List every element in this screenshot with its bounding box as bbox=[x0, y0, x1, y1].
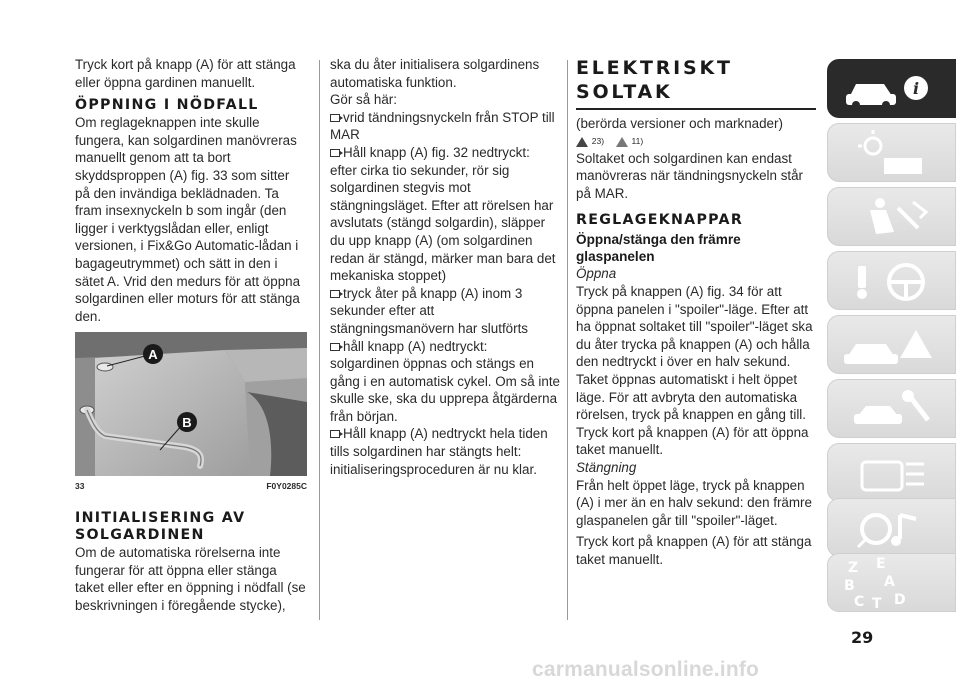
step-item: Håll knapp (A) nedtryckt hela tiden tills solgardinen har stängts helt: initialiseringsproceduren är nu klar. bbox=[330, 426, 548, 477]
section-title-line2: SOLTAK bbox=[576, 81, 673, 103]
emergency-body-text: Om reglageknappen inte skulle fungera, kan solgardinen manövreras manuellt genom att ta bort skyddsproppen (A) fig. 33 som sitter på den invändiga beklädnaden. Ta fram insexnyckeln b som ingår (den ligger i verktygslådan eller, enligt versionen, i Fix&Go Automatic-lådan i bagageutrymmet) och sätt in den i sätet A. Vrid den medurs för att öppna solgardinen eller moturs för att stänga den. bbox=[75, 115, 301, 324]
column-2 bbox=[330, 56, 560, 478]
col3-intro-text: Soltaket och solgardinen kan endast manövreras när tändningsnyckeln står på MAR. bbox=[576, 150, 804, 201]
tab-emergency[interactable] bbox=[827, 315, 956, 374]
heading-initialization: INITIALISERING AV SOLGARDINEN bbox=[75, 509, 246, 543]
wrench-car-icon bbox=[828, 380, 957, 439]
svg-text:D: D bbox=[894, 592, 906, 608]
bullet-arrow-icon bbox=[330, 430, 340, 438]
roof-panel-illustration bbox=[75, 332, 307, 476]
svg-text:C: C bbox=[854, 594, 865, 610]
figure-label-a: A bbox=[148, 347, 158, 363]
bullet-arrow-icon bbox=[330, 343, 340, 351]
tab-multimedia[interactable] bbox=[827, 498, 956, 557]
step-item: håll knapp (A) nedtryckt: solgardinen öppnas och stängs en gång i en automatisk cykel. Om så inte skulle ske, ska du upprepa åtgärderna från början. bbox=[330, 338, 560, 424]
section-title-line1: ELEKTRISKT bbox=[576, 57, 733, 79]
col1-intro-text: Tryck kort på knapp (A) för att stänga eller öppna gardinen manuellt. bbox=[75, 57, 296, 90]
tab-maintenance[interactable] bbox=[827, 379, 956, 438]
versions-note: (berörda versioner och marknader) bbox=[576, 116, 783, 131]
title-rule bbox=[576, 108, 816, 110]
key-steering-icon bbox=[828, 252, 957, 311]
car-info-icon bbox=[828, 60, 957, 119]
svg-text:E: E bbox=[876, 556, 886, 572]
bullet-arrow-icon bbox=[330, 114, 340, 122]
column-divider-right bbox=[567, 60, 568, 620]
close-body-text: Från helt öppet läge, tryck på knappen (A) i mer än en halv sekund: den främre glaspanelen går till "spoiler"-läget. bbox=[576, 477, 812, 528]
svg-text:Z: Z bbox=[848, 560, 859, 576]
figure-number: 33 bbox=[75, 481, 85, 492]
heading-emergency-opening: ÖPPNING I NÖDFALL bbox=[75, 97, 259, 114]
init-body-text: Om de automatiska rörelserna inte fungerar för att öppna eller stänga taket eller efter en öppning i nödfall (se beskrivningen i föregående stycke), bbox=[75, 544, 306, 613]
tab-driving[interactable] bbox=[827, 251, 956, 310]
tab-technical-data[interactable] bbox=[827, 443, 956, 502]
svg-text:A: A bbox=[884, 574, 895, 590]
warning-triangle-icon bbox=[576, 137, 588, 147]
close-body-text-2: Tryck kort på knappen (A) för att stänga taket manuellt. bbox=[576, 534, 812, 567]
figure-label-b: B bbox=[182, 415, 192, 431]
index-icon bbox=[828, 554, 957, 613]
bullet-arrow-icon bbox=[330, 149, 340, 157]
bullet-arrow-icon bbox=[330, 290, 340, 298]
tab-index[interactable] bbox=[827, 553, 956, 612]
reference-markers bbox=[576, 133, 816, 150]
media-icon bbox=[828, 499, 957, 558]
svg-text:B: B bbox=[844, 578, 855, 594]
tab-dashboard[interactable] bbox=[827, 123, 956, 182]
watermark: carmanualsonline.info bbox=[532, 658, 760, 681]
close-label: Stängning bbox=[576, 459, 637, 475]
dashboard-lights-icon bbox=[828, 124, 957, 183]
heading-controls: REGLAGEKNAPPAR bbox=[576, 212, 744, 229]
figure-caption bbox=[75, 478, 307, 496]
tab-car-info[interactable] bbox=[827, 59, 956, 118]
tab-safety[interactable] bbox=[827, 187, 956, 246]
figure-code: F0Y0285C bbox=[266, 481, 307, 492]
note-triangle-icon bbox=[616, 137, 628, 147]
technical-data-icon bbox=[828, 444, 957, 503]
car-warning-icon bbox=[828, 316, 957, 375]
airbag-seat-icon bbox=[828, 188, 957, 247]
col2-intro-text: ska du åter initialisera solgardinens automatiska funktion. bbox=[330, 57, 540, 90]
page-number: 29 bbox=[851, 628, 874, 647]
do-as-follows-text: Gör så här: bbox=[330, 92, 397, 108]
step-item: Håll knapp (A) fig. 32 nedtryckt: efter cirka tio sekunder, rör sig solgardinen stegvis mot stängningsläget. Efter att rörelsen har avslutats (stängd solgardin), släpper du upp knapp (A) (om solgardinen redan är stängd, märker man bara det mekaniska stoppet) bbox=[330, 144, 556, 284]
step-item: vrid tändningsnyckeln från STOP till MAR bbox=[330, 109, 555, 143]
open-body-text: Tryck på knappen (A) fig. 34 för att öppna panelen i "spoiler"-läge. Efter att ha öppnat soltaket till "spoiler"-läget ska du åter trycka på knappen (A) och hålla den nedtryckt i över en halv sekund. Taket öppnas automatiskt i helt öppet läge. För att avbryta den automatiska rörelsen, tryck på knappen en gång till. Tryck kort på knappen (A) för att öppna taket manuellt. bbox=[576, 283, 813, 458]
subheading-front-glass-panel: Öppna/stänga den främre glaspanelen bbox=[576, 232, 741, 265]
figure-33 bbox=[75, 332, 307, 476]
column-divider-left bbox=[319, 60, 320, 620]
column-3 bbox=[576, 56, 816, 568]
svg-text:i: i bbox=[912, 79, 920, 98]
warning-reference: 23) bbox=[591, 135, 605, 146]
svg-text:T: T bbox=[872, 596, 882, 612]
note-reference: 11) bbox=[631, 135, 644, 146]
step-item: tryck åter på knapp (A) inom 3 sekunder efter att stängningsmanövern har slutförts bbox=[330, 285, 528, 336]
column-1 bbox=[75, 56, 307, 614]
open-label: Öppna bbox=[576, 266, 617, 282]
